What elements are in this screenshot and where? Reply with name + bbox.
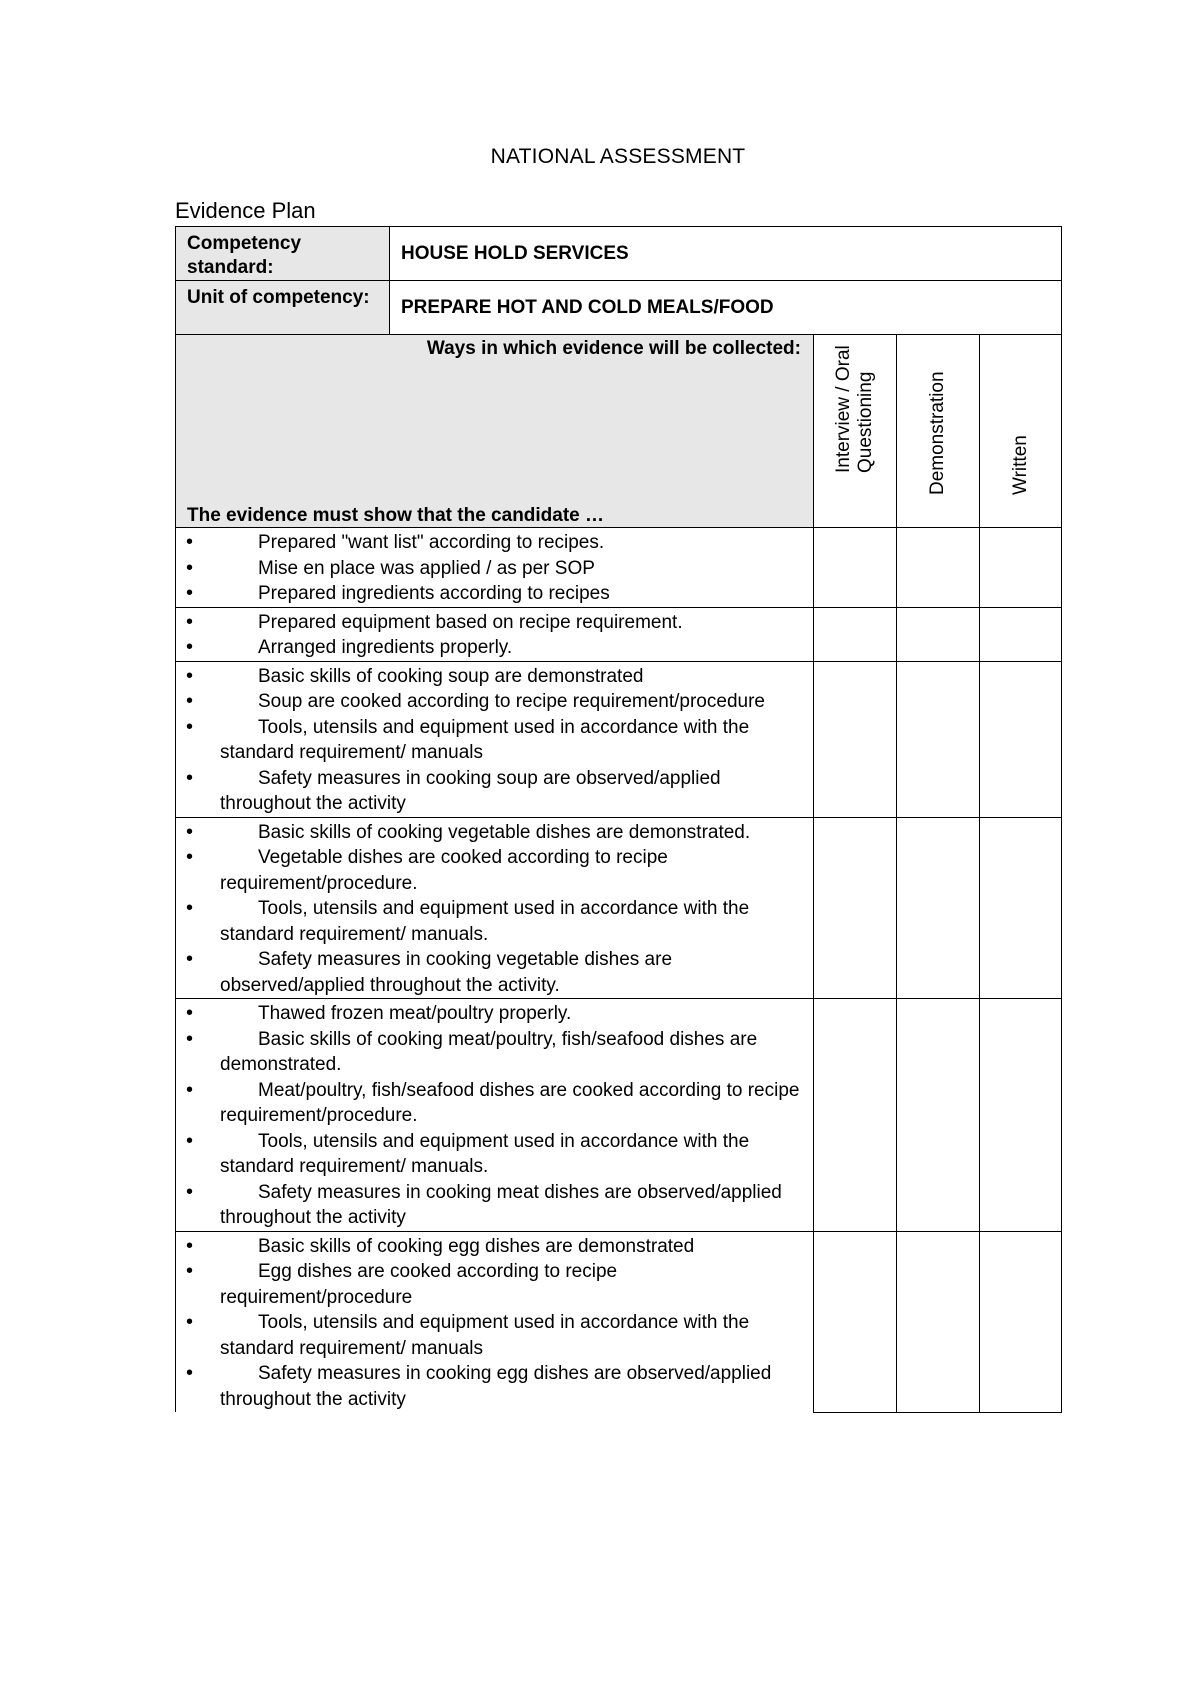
criteria-cell [176,661,814,817]
criteria-list [180,610,809,661]
competency-standard-value: HOUSE HOLD SERVICES [390,227,1062,281]
criteria-list [180,664,809,817]
evidence-plan-heading: Evidence Plan [175,198,316,223]
criteria-item: • Prepared "want list" according to recipes. [180,530,809,556]
criteria-item: • Prepared equipment based on recipe requirement. [180,610,809,636]
method-header-written [980,335,1062,528]
method-check-cell-demonstration [897,999,980,1232]
criteria-item: • Tools, utensils and equipment used in accordance with the standard requirement/ manuals. [180,1129,809,1180]
criteria-item: • Arranged ingredients properly. [180,635,809,661]
criteria-cell [176,607,814,661]
criteria-row [176,817,1062,999]
evidence-plan-table [175,226,1062,1413]
evidence-must-show-label: The evidence must show that the candidate … [187,505,605,526]
criteria-list [180,1234,809,1413]
method-check-cell-interview [814,1231,897,1412]
criteria-item: • Meat/poultry, fish/seafood dishes are cooked according to recipe requirement/procedure. [180,1078,809,1129]
method-header-interview [814,335,897,528]
criteria-row [176,999,1062,1232]
criteria-item: • Soup are cooked according to recipe requirement/procedure [180,689,809,715]
criteria-cell [176,817,814,999]
competency-standard-row [176,227,1062,281]
criteria-item: • Safety measures in cooking vegetable dishes are observed/applied throughout the activity. [180,947,809,998]
criteria-list [180,1001,809,1231]
method-check-cell-written [980,661,1062,817]
method-check-cell-written [980,817,1062,999]
unit-of-competency-row [176,281,1062,335]
unit-of-competency-label: Unit of competency: [176,281,390,335]
criteria-item: • Vegetable dishes are cooked according to recipe requirement/procedure. [180,845,809,896]
criteria-item: • Basic skills of cooking vegetable dishes are demonstrated. [180,820,809,846]
method-check-cell-demonstration [897,817,980,999]
method-check-cell-interview [814,607,897,661]
method-check-cell-demonstration [897,661,980,817]
criteria-item: • Tools, utensils and equipment used in accordance with the standard requirement/ manuals [180,1310,809,1361]
ways-header-cell [176,335,814,528]
criteria-item: • Safety measures in cooking soup are observed/applied throughout the activity [180,766,809,817]
method-check-cell-written [980,999,1062,1232]
competency-standard-label: Competency standard: [176,227,390,281]
method-check-cell-interview [814,661,897,817]
criteria-cell [176,1231,814,1412]
method-check-cell-interview [814,999,897,1232]
method-check-cell-written [980,528,1062,608]
criteria-item: • Basic skills of cooking meat/poultry, fish/seafood dishes are demonstrated. [180,1027,809,1078]
criteria-item: • Thawed frozen meat/poultry properly. [180,1001,809,1027]
method-demonstration-label: Demonstration [927,371,948,495]
criteria-body [176,528,1062,1413]
page-title: NATIONAL ASSESSMENT [490,145,746,168]
method-interview-label: Interview / Oral Questioning [833,345,876,473]
criteria-row [176,607,1062,661]
criteria-row [176,1231,1062,1412]
criteria-item: • Mise en place was applied / as per SOP [180,556,809,582]
method-check-cell-demonstration [897,1231,980,1412]
criteria-cell [176,999,814,1232]
methods-header-row [176,335,1062,528]
criteria-item: • Basic skills of cooking soup are demonstrated [180,664,809,690]
method-header-demonstration [897,335,980,528]
method-check-cell-interview [814,528,897,608]
method-check-cell-written [980,607,1062,661]
criteria-item: • Tools, utensils and equipment used in accordance with the standard requirement/ manuals. [180,896,809,947]
criteria-row [176,528,1062,608]
method-check-cell-demonstration [897,528,980,608]
criteria-list [180,820,809,999]
criteria-row [176,661,1062,817]
criteria-cell [176,528,814,608]
criteria-item: • Safety measures in cooking meat dishes are observed/applied throughout the activity [180,1180,809,1231]
criteria-item: • Prepared ingredients according to recipes [180,581,809,607]
method-check-cell-interview [814,817,897,999]
criteria-item: • Safety measures in cooking egg dishes are observed/applied throughout the activity [180,1361,809,1412]
criteria-item: • Tools, utensils and equipment used in accordance with the standard requirement/ manuals [180,715,809,766]
criteria-item: • Egg dishes are cooked according to recipe requirement/procedure [180,1259,809,1310]
method-written-label: Written [1009,435,1031,495]
method-check-cell-written [980,1231,1062,1412]
unit-of-competency-value: PREPARE HOT AND COLD MEALS/FOOD [390,281,1062,335]
ways-collected-label: Ways in which evidence will be collected: [426,338,801,359]
criteria-list [180,530,809,607]
method-check-cell-demonstration [897,607,980,661]
criteria-item: • Basic skills of cooking egg dishes are demonstrated [180,1234,809,1260]
